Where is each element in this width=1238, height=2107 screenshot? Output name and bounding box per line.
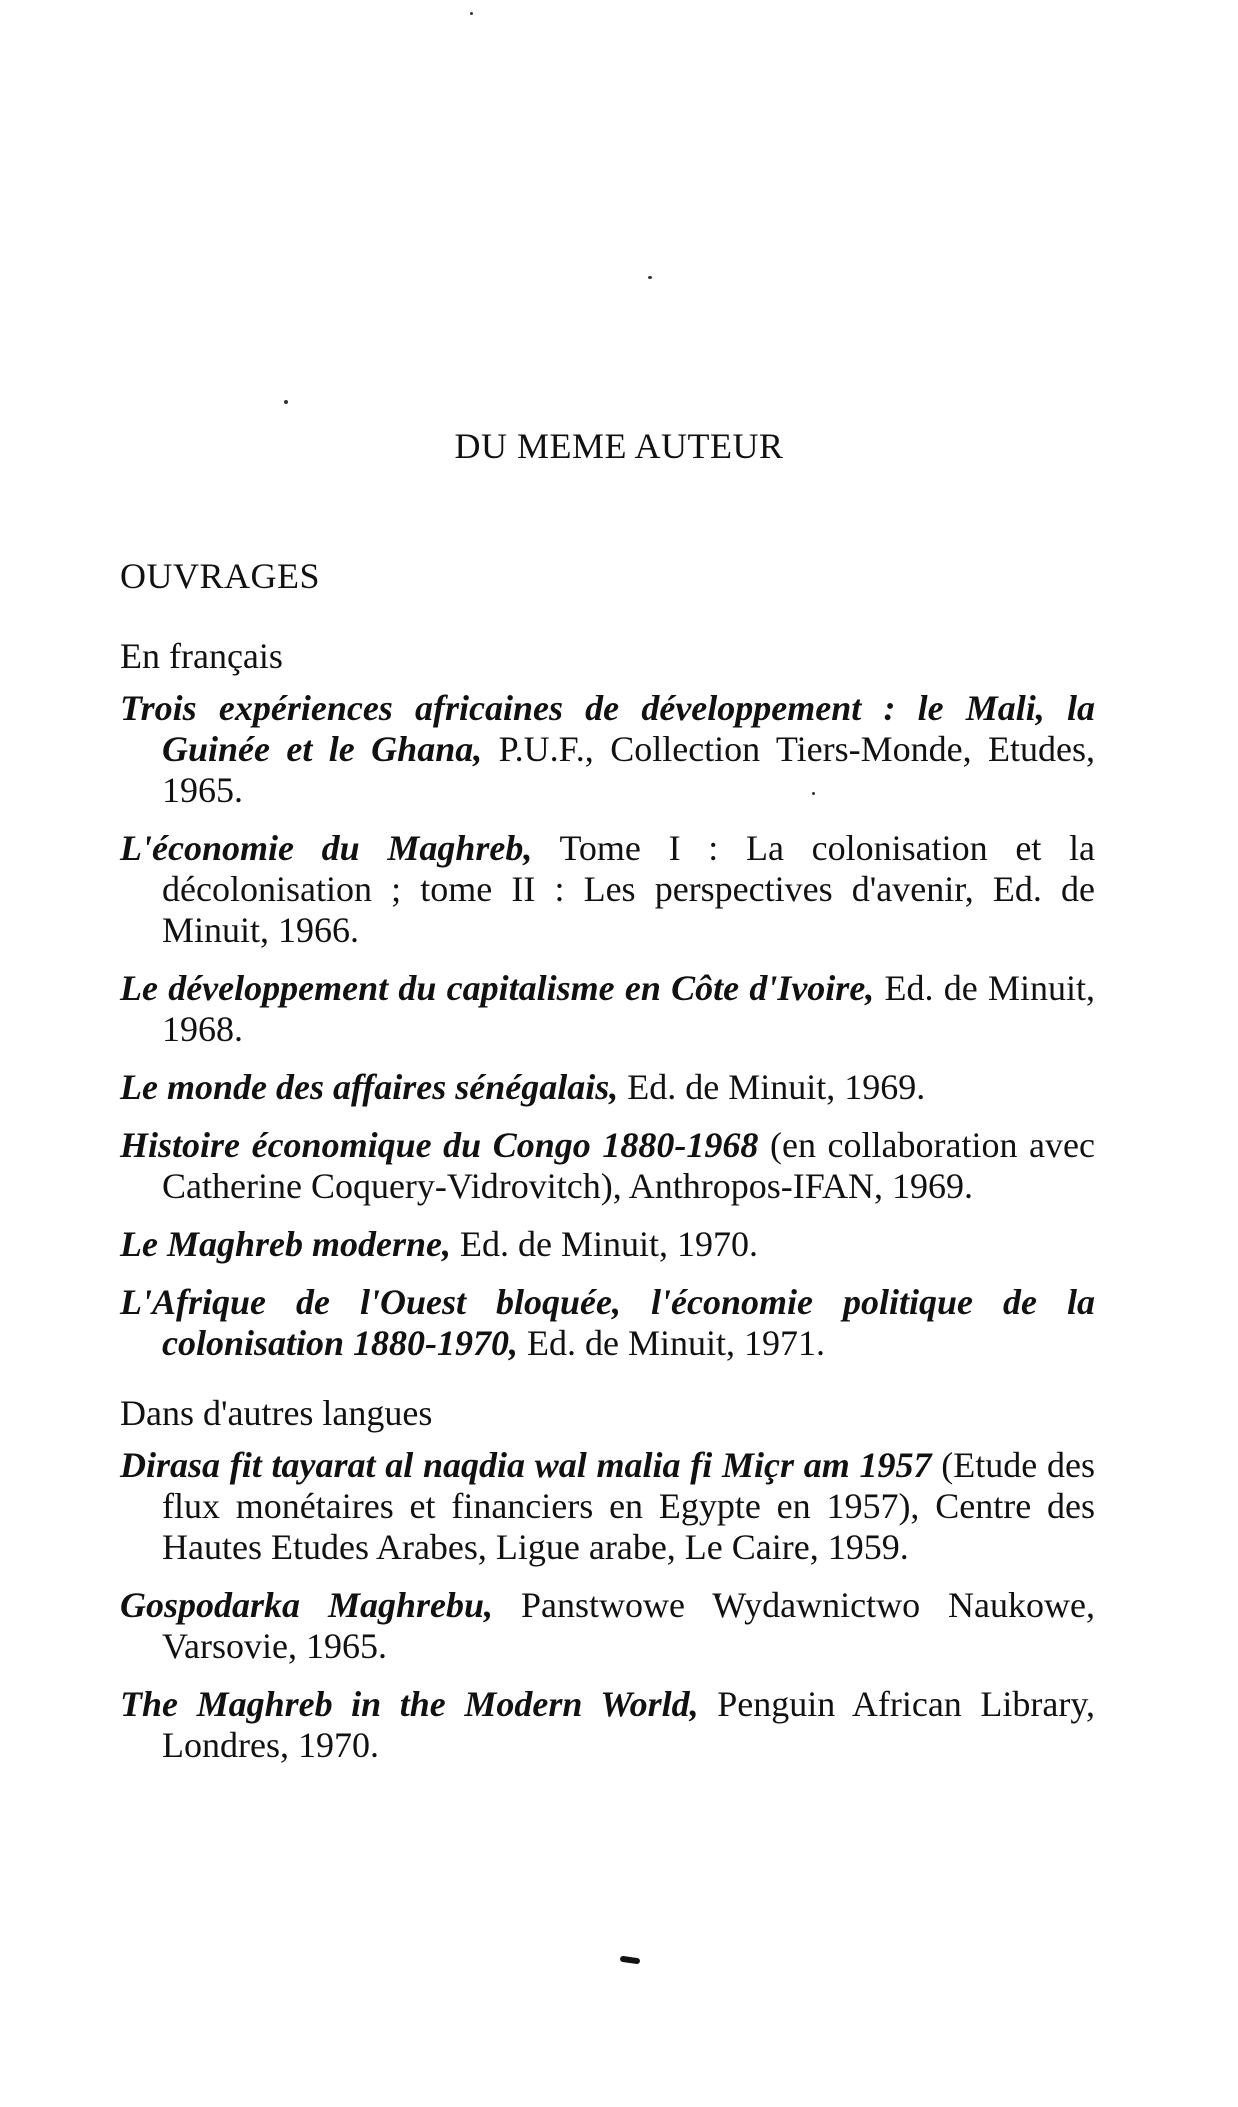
entry-title: Dirasa fit tayarat al naqdia wal malia fi Miçr am 1957	[120, 1445, 932, 1485]
entry-title: L'Afrique de l'Ouest bloquée, l'économie politique de la colonisation 1880-1970,	[120, 1282, 1095, 1363]
entry-publication: P.U.F., Collection Tiers-Monde, Etudes, 1965.	[162, 729, 1095, 810]
subsection-french: En français	[120, 636, 283, 676]
scan-speck	[648, 276, 652, 279]
bibliography-entry	[120, 1684, 1095, 1766]
bibliography-entry	[120, 688, 1095, 811]
entry-publication: Ed. de Minuit, 1969.	[618, 1067, 926, 1107]
subsection-other-languages: Dans d'autres langues	[120, 1393, 433, 1433]
entry-publication: Ed. de Minuit, 1971.	[518, 1323, 826, 1363]
page-heading: DU MEME AUTEUR	[454, 426, 784, 466]
bibliography-entry	[120, 1585, 1095, 1667]
entry-publication: Panstwowe Wydawnictwo Naukowe, Varsovie, 1965.	[162, 1585, 1095, 1666]
french-entries	[120, 688, 1095, 1381]
entry-title: Le monde des affaires sénégalais,	[120, 1067, 619, 1107]
bibliography-entry	[120, 1067, 1095, 1108]
entry-title: Le Maghreb moderne,	[120, 1224, 451, 1264]
bibliography-entry	[120, 1224, 1095, 1265]
entry-publication: Ed. de Minuit, 1970.	[450, 1224, 758, 1264]
scan-speck	[284, 400, 288, 404]
section-title: OUVRAGES	[120, 556, 321, 596]
entry-publication: Ed. de Minuit, 1968.	[162, 968, 1096, 1049]
bibliography-entry	[120, 1282, 1095, 1364]
entry-title: Trois expériences africaines de développement : le Mali, la Guinée et le Ghana,	[120, 688, 1095, 769]
bibliography-entry	[120, 1125, 1095, 1207]
bibliography-entry	[120, 1445, 1095, 1568]
entry-publication: Tome I : La colonisation et la décolonisation ; tome II : Les perspectives d'avenir, Ed. de Minuit, 1966.	[162, 828, 1096, 950]
entry-publication: (Etude des flux monétaires et financiers en Egypte en 1957), Centre des Hautes Etudes Arabes, Ligue arabe, Le Caire, 1959.	[162, 1445, 1095, 1567]
entry-publication: Penguin African Library, Londres, 1970.	[162, 1684, 1095, 1765]
entry-title: Le développement du capitalisme en Côte d'Ivoire,	[120, 968, 875, 1008]
scan-speck	[470, 12, 473, 15]
entry-title: L'économie du Maghreb,	[120, 828, 533, 868]
entry-title: Gospodarka Maghrebu,	[120, 1585, 494, 1625]
bibliography-entry	[120, 828, 1095, 951]
bibliography-entry	[120, 968, 1095, 1050]
entry-publication: (en collaboration avec Catherine Coquery-Vidrovitch), Anthropos-IFAN, 1969.	[162, 1125, 1095, 1206]
entry-title: Histoire économique du Congo 1880-1968	[120, 1125, 759, 1165]
scan-dash-mark	[620, 1956, 641, 1965]
entry-title: The Maghreb in the Modern World,	[120, 1684, 699, 1724]
other-language-entries	[120, 1445, 1095, 1783]
